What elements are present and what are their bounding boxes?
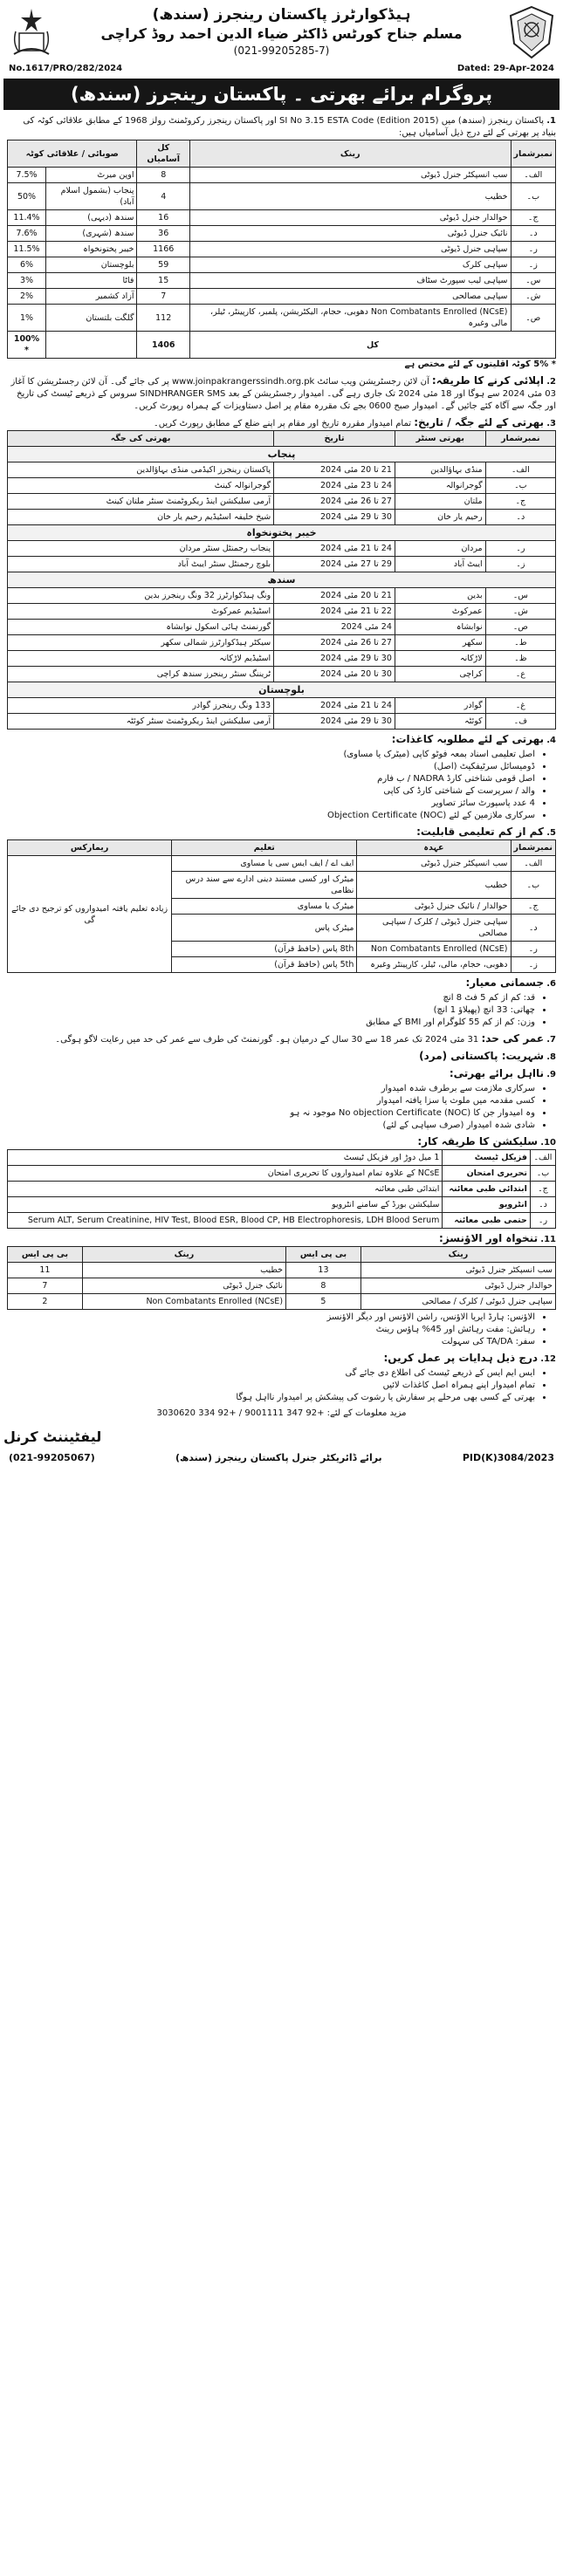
table-row xyxy=(8,1182,556,1197)
cell-post: Non Combatants Enrolled (NCsE) xyxy=(357,942,511,957)
apply-text: آن لائن رجسٹریشن ویب سائٹ www.joinpakrangerssindh.org.pk پر کی جائے گی۔ آن لائن رجسٹریشن کا آغاز 03 مئی 2024 سے ہوگا اور 18 مئی 2024 تک جاری رہے گی۔ امیدوار رجسٹریشن کے بعد SINDHRANGER SMS سروس کے ذریعے ٹیسٹ کی تاریخ اور جگہ سے آگاہ کئے جائیں گے۔ امیدوار صبح 0600 بجے تک مقررہ مقام پر اصل دستاویزات کے ہمراہ رپورٹ کریں۔ xyxy=(10,377,556,411)
cell-center: عمرکوٹ xyxy=(395,604,485,620)
cell-date: 27 تا 26 مئی 2024 xyxy=(274,635,395,651)
cell-desc: NCsE کے علاوہ تمام امیدواروں کا تحریری امتحان xyxy=(8,1166,443,1182)
table-row xyxy=(8,226,556,242)
table-row xyxy=(8,168,556,183)
th-sr: نمبرشمار xyxy=(511,840,555,856)
cell-sr: س۔ xyxy=(511,273,555,289)
cell-desc: ابتدائی طبی معائنہ xyxy=(8,1182,443,1197)
province-name: پنجاب xyxy=(8,447,556,462)
cell-date: 24 تا 23 مئی 2024 xyxy=(274,478,395,494)
cell-pct: 7.5% xyxy=(8,168,46,183)
section-number: 5. xyxy=(546,828,556,838)
cell-sr: الف۔ xyxy=(530,1150,555,1166)
table-row xyxy=(8,1278,556,1294)
table-row xyxy=(8,273,556,289)
list-item: • شادی شدہ امیدوار (صرف سپاہی کے لئے) xyxy=(7,1120,535,1132)
cell-rank: Non Combatants Enrolled (NCsE) دھوبی، حجام، الیکٹریشن، پلمبر، کارپینٹر، ٹیلر، مالی وغیرہ xyxy=(189,305,511,332)
cell-rank: نائیک جنرل ڈیوٹی xyxy=(189,226,511,242)
header-address: مسلم جناح کورٹس ڈاکٹر ضیاء الدین احمد روڈ کراچی xyxy=(100,25,463,42)
cell-sr: ج۔ xyxy=(485,494,555,510)
education-title: کم از کم تعلیمی قابلیت: xyxy=(416,826,545,838)
age-title: عمر کی حد: xyxy=(481,1032,545,1045)
section-apply xyxy=(7,374,556,413)
list-item: • بھرتی کے کسی بھی مرحلے پر سفارش یا رشوت کی پیشکش پر امیدوار نااہل ہوگا xyxy=(7,1392,535,1404)
age-text: 31 مئی 2024 تک عمر 18 سے 30 سال کے درمیان ہو۔ گورنمنٹ کی طرف سے عمر کی حد میں رعایت لاگو ہوگی۔ xyxy=(55,1035,479,1045)
vacancies-intro: پاکستان رینجرز (سندھ) میں SI No 3.15 ESTA Code (Edition 2015) اور پاکستان رینجرز رکروٹمنٹ رولز 1968 کے مطابق علاقائی کوٹہ کی بنیاد پر بھرتی کے لئے درج ذیل آسامیاں ہیں: xyxy=(23,116,556,138)
list-item: • کسی مقدمہ میں ملوث یا سزا یافتہ امیدوار xyxy=(7,1095,535,1107)
cell-quota: سندھ (دیہی) xyxy=(46,210,137,226)
province-name: بلوچستان xyxy=(8,682,556,698)
list-item: • والد / سرپرست کے شناختی کارڈ کی کاپی xyxy=(7,785,535,798)
cell-rank: سپاہی جنرل ڈیوٹی xyxy=(189,242,511,257)
cell-count: 4 xyxy=(137,183,189,210)
cell-education: میٹرک پاس xyxy=(172,915,357,942)
cell-sr: ر۔ xyxy=(530,1213,555,1229)
province-name: سندھ xyxy=(8,572,556,588)
venues-title: بھرتی کے لئے جگہ / تاریخ: xyxy=(414,416,545,428)
province-row xyxy=(8,525,556,541)
th-education: تعلیم xyxy=(172,840,357,856)
cell-post: دھوبی، حجام، مالی، ٹیلر، کارپینٹر وغیرہ xyxy=(357,957,511,973)
list-item: • سرکاری ملازمین کے لئے Objection Certificate (NOC) xyxy=(7,810,535,822)
cell-rank: سپاہی مصالحی xyxy=(189,289,511,305)
cell-rank: سپاہی کلرک xyxy=(189,257,511,273)
cell-sr: ج۔ xyxy=(530,1182,555,1197)
cell-post: سپاہی جنرل ڈیوٹی / کلرک / سپاہی مصالحی xyxy=(357,915,511,942)
th-rank: رینک xyxy=(360,1247,555,1263)
quota-note: * 5% کوٹہ اقلیتوں کے لئے مختص ہے xyxy=(404,360,556,369)
cell-pct: 1% xyxy=(8,305,46,332)
total-blank xyxy=(46,332,137,359)
cell-pct: 2% xyxy=(8,289,46,305)
header-title: ہیڈکوارٹرز پاکستان رینجرز (سندھ) xyxy=(152,6,411,24)
th-remarks: ریمارکس xyxy=(8,840,172,856)
table-row xyxy=(8,494,556,510)
table-row xyxy=(8,604,556,620)
cell-pct: 6% xyxy=(8,257,46,273)
total-pct: 100% * xyxy=(8,332,46,359)
cell-date: 30 تا 20 مئی 2024 xyxy=(274,667,395,682)
cell-pct: 11.4% xyxy=(8,210,46,226)
th-sr: نمبرشمار xyxy=(485,431,555,447)
cell-step: ابتدائی طبی معائنہ xyxy=(443,1182,530,1197)
cell-quota: بلوچستان xyxy=(46,257,137,273)
section-number: 8. xyxy=(546,1052,556,1062)
th-post: عہدہ xyxy=(357,840,511,856)
pakistan-emblem-icon xyxy=(7,5,56,59)
cell-sr: ب۔ xyxy=(511,183,555,210)
cell-rank: حوالدار جنرل ڈیوٹی xyxy=(360,1278,555,1294)
th-date: تاریخ xyxy=(274,431,395,447)
cell-sr: ف۔ xyxy=(485,714,555,730)
physical-list xyxy=(7,992,544,1029)
cell-sr: ر۔ xyxy=(485,541,555,557)
list-item: • 4 عدد پاسپورٹ سائز تصاویر xyxy=(7,798,535,810)
table-row xyxy=(8,289,556,305)
table-row xyxy=(8,210,556,226)
list-item: • چھاتی: 33 انچ (پھیلاؤ 1 انچ) xyxy=(7,1004,535,1017)
cell-quota: آزاد کشمیر xyxy=(46,289,137,305)
cell-quota: فاٹا xyxy=(46,273,137,289)
cell-pct: 50% xyxy=(8,183,46,210)
selection-title: سلیکشن کا طریقہ کار: xyxy=(417,1135,539,1148)
table-row xyxy=(8,714,556,730)
cell-step: فزیکل ٹیسٹ xyxy=(443,1150,530,1166)
cell-count: 1166 xyxy=(137,242,189,257)
signature-rank: لیفٹیننٹ کرنل xyxy=(3,1428,102,1445)
cell-center: کراچی xyxy=(395,667,485,682)
contact-line: مزید معلومات کے لئے: +92 347 9001111 / +92 334 3030620 xyxy=(156,1408,407,1418)
section-number: 10. xyxy=(540,1138,556,1148)
cell-place: آرمی سلیکشن اینڈ ریکروٹمنٹ سنٹر ملتان کینٹ xyxy=(8,494,274,510)
cell-sr: س۔ xyxy=(485,588,555,604)
cell-pct: 11.5% xyxy=(8,242,46,257)
dated: Dated: 29-Apr-2024 xyxy=(457,64,554,73)
cell-center: ملتان xyxy=(395,494,485,510)
cell-date: 22 تا 21 مئی 2024 xyxy=(274,604,395,620)
cell-place: گوجرانوالہ کینٹ xyxy=(8,478,274,494)
pay-notes xyxy=(7,1312,544,1348)
header-phone: (021-99205285-7) xyxy=(233,45,330,57)
cell-date: 27 تا 26 مئی 2024 xyxy=(274,494,395,510)
cell-rank: سب انسپکٹر جنرل ڈیوٹی xyxy=(360,1263,555,1278)
th-count: کل آسامیاں xyxy=(137,140,189,168)
cell-rank: سپاہی جنرل ڈیوٹی / کلرک / مصالحی xyxy=(360,1294,555,1310)
list-item: • رہائش: مفت رہائش اور 45% ہاؤس رینٹ xyxy=(7,1324,535,1336)
cell-place: پنجاب رجمنٹل سنٹر مردان xyxy=(8,541,274,557)
cell-sr: ج۔ xyxy=(511,899,555,915)
cell-sr: ص۔ xyxy=(511,305,555,332)
table-row xyxy=(8,478,556,494)
cell-place: شیخ خلیفہ اسٹیڈیم رحیم یار خان xyxy=(8,510,274,525)
table-row xyxy=(8,651,556,667)
footer-pid: PID(K)3084/2023 xyxy=(462,1452,554,1463)
cell-sr: ز۔ xyxy=(511,957,555,973)
cell-sr: الف۔ xyxy=(511,168,555,183)
cell-place: ٹریننگ سنٹر رینجرز سندھ کراچی xyxy=(8,667,274,682)
section-number: 7. xyxy=(546,1035,556,1045)
cell-center: کوئٹہ xyxy=(395,714,485,730)
pay-title: تنخواہ اور الاؤنسز: xyxy=(439,1232,539,1244)
cell-sr: ر۔ xyxy=(511,942,555,957)
cell-sr: د۔ xyxy=(530,1197,555,1213)
cell-sr: ص۔ xyxy=(485,620,555,635)
table-row xyxy=(8,1166,556,1182)
list-item: • اصل تعلیمی اسناد بمعہ فوٹو کاپی (میٹرک یا مساوی) xyxy=(7,749,535,761)
cell-count: 112 xyxy=(137,305,189,332)
cell-quota: اوپن میرٹ xyxy=(46,168,137,183)
cell-place: اسٹیڈیم لاڑکانہ xyxy=(8,651,274,667)
th-center: بھرتی سنٹر xyxy=(395,431,485,447)
cell-step: حتمی طبی معائنہ xyxy=(443,1213,530,1229)
cell-count: 7 xyxy=(137,289,189,305)
cell-sr: ز۔ xyxy=(511,257,555,273)
section-number: 6. xyxy=(546,979,556,989)
table-row xyxy=(8,1150,556,1166)
list-item: • تمام امیدوار اپنے ہمراہ اصل کاغذات لائیں xyxy=(7,1380,535,1392)
table-row xyxy=(8,620,556,635)
cell-rank: نائیک جنرل ڈیوٹی xyxy=(82,1278,285,1294)
cell-pct: 3% xyxy=(8,273,46,289)
th-rank: رینک xyxy=(189,140,511,168)
cell-step: انٹرویو xyxy=(443,1197,530,1213)
cell-post: حوالدار / نائیک جنرل ڈیوٹی xyxy=(357,899,511,915)
cell-center: منڈی بہاؤالدین xyxy=(395,462,485,478)
section-documents xyxy=(7,733,556,822)
apply-title: اپلائی کرنے کا طریقہ: xyxy=(431,374,545,387)
cell-bps: 13 xyxy=(286,1263,361,1278)
cell-center: بدین xyxy=(395,588,485,604)
table-row xyxy=(8,698,556,714)
cell-remarks: زیادہ تعلیم یافتہ امیدواروں کو ترجیح دی جائے گی xyxy=(8,856,172,973)
cell-date: 21 تا 20 مئی 2024 xyxy=(274,588,395,604)
section-ineligible xyxy=(7,1067,556,1132)
cell-education: 8th پاس (حافظ قرآن) xyxy=(172,942,357,957)
cell-education: 5th پاس (حافظ قرآن) xyxy=(172,957,357,973)
cell-desc: 1 میل دوڑ اور فزیکل ٹیسٹ xyxy=(8,1150,443,1166)
table-row xyxy=(8,1197,556,1213)
list-item: • سرکاری ملازمت سے برطرف شدہ امیدوار xyxy=(7,1083,535,1095)
table-row xyxy=(8,588,556,604)
cell-sr: ب۔ xyxy=(485,478,555,494)
cell-place: بلوچ رجمنٹل سنٹر ایبٹ آباد xyxy=(8,557,274,572)
footer-phone: (021-99205067) xyxy=(9,1452,95,1463)
signature xyxy=(3,1428,525,1445)
cell-count: 15 xyxy=(137,273,189,289)
cell-post: سب انسپکٹر جنرل ڈیوٹی xyxy=(357,856,511,872)
documents-list xyxy=(7,749,544,822)
section-citizenship xyxy=(7,1050,556,1064)
cell-bps: 2 xyxy=(8,1294,83,1310)
cell-sr: ظ۔ xyxy=(485,651,555,667)
cell-date: 30 تا 29 مئی 2024 xyxy=(274,651,395,667)
cell-bps: 5 xyxy=(286,1294,361,1310)
cell-date: 21 تا 20 مئی 2024 xyxy=(274,462,395,478)
section-number: 12. xyxy=(540,1354,556,1364)
th-bps: بی پی ایس xyxy=(286,1247,361,1263)
cell-sr: ش۔ xyxy=(485,604,555,620)
cell-bps: 7 xyxy=(8,1278,83,1294)
th-quota: صوبائی / علاقائی کوٹہ xyxy=(8,140,137,168)
th-bps: بی پی ایس xyxy=(8,1247,83,1263)
cell-quota: خیبر پختونخواہ xyxy=(46,242,137,257)
section-age xyxy=(7,1032,556,1046)
th-sr: نمبرشمار xyxy=(511,140,555,168)
cell-place: گورنمنٹ ہائی اسکول نوابشاہ xyxy=(8,620,274,635)
cell-sr: غ۔ xyxy=(485,698,555,714)
cell-center: گوجرانوالہ xyxy=(395,478,485,494)
list-item: • ایس ایم ایس کے ذریعے ٹیسٹ کی اطلاع دی جائے گی xyxy=(7,1367,535,1380)
education-table xyxy=(7,839,556,973)
total-row xyxy=(8,332,556,359)
cell-date: 30 تا 29 مئی 2024 xyxy=(274,714,395,730)
table-row xyxy=(8,183,556,210)
cell-rank: خطیب xyxy=(82,1263,285,1278)
cell-bps: 11 xyxy=(8,1263,83,1278)
vacancies-table xyxy=(7,140,556,359)
section-vacancies xyxy=(7,115,556,371)
cell-pct: 7.6% xyxy=(8,226,46,242)
cell-sr: ع۔ xyxy=(485,667,555,682)
cell-center: سکھر xyxy=(395,635,485,651)
cell-education: میٹرک اور کسی مستند دینی ادارے سے سند درس نظامی xyxy=(172,872,357,899)
venues-table xyxy=(7,430,556,730)
cell-center: رحیم یار خان xyxy=(395,510,485,525)
section-instructions xyxy=(7,1352,556,1404)
cell-count: 16 xyxy=(137,210,189,226)
th-rank: رینک xyxy=(82,1247,285,1263)
cell-sr: ش۔ xyxy=(511,289,555,305)
footer xyxy=(3,1452,560,1463)
cell-step: تحریری امتحان xyxy=(443,1166,530,1182)
table-row xyxy=(8,510,556,525)
cell-post: خطیب xyxy=(357,872,511,899)
cell-desc: سلیکشن بورڈ کے سامنے انٹرویو xyxy=(8,1197,443,1213)
cell-center: گوادر xyxy=(395,698,485,714)
province-name: خیبر پختونخواہ xyxy=(8,525,556,541)
cell-rank: حوالدار جنرل ڈیوٹی xyxy=(189,210,511,226)
cell-quota: سندھ (شہری) xyxy=(46,226,137,242)
reference-number: No.1617/PRO/282/2024 xyxy=(9,64,123,73)
ineligible-list xyxy=(7,1083,544,1132)
header xyxy=(3,0,560,57)
cell-sr: الف۔ xyxy=(511,856,555,872)
province-row xyxy=(8,447,556,462)
cell-sr: د۔ xyxy=(511,915,555,942)
footer-signer: برائے ڈائریکٹر جنرل پاکستان رینجرز (سندھ) xyxy=(175,1452,382,1463)
section-number: 2. xyxy=(546,377,556,387)
section-number: 1. xyxy=(546,116,556,126)
list-item: • سفر: TA/DA کی سہولت xyxy=(7,1336,535,1348)
section-number: 9. xyxy=(546,1070,556,1079)
cell-center: نوابشاہ xyxy=(395,620,485,635)
table-row xyxy=(8,305,556,332)
cell-place: اسٹیڈیم عمرکوٹ xyxy=(8,604,274,620)
venues-subtitle: تمام امیدوار مقررہ تاریخ اور مقام پر اپنے ضلع کے مطابق رپورٹ کریں۔ xyxy=(153,419,412,428)
cell-count: 59 xyxy=(137,257,189,273)
total-label: کل xyxy=(189,332,555,359)
table-row xyxy=(8,667,556,682)
list-item: • الاؤنس: ہارڈ ایریا الاؤنس، راشن الاؤنس اور دیگر الاؤنسز xyxy=(7,1312,535,1324)
cell-sr: د۔ xyxy=(511,226,555,242)
reference-row xyxy=(3,64,560,73)
rangers-crest-icon xyxy=(507,5,556,59)
section-education xyxy=(7,826,556,973)
table-row xyxy=(8,462,556,478)
cell-place: سیکٹر ہیڈکوارٹرز شمالی سکھر xyxy=(8,635,274,651)
table-row xyxy=(8,856,556,872)
list-item: • وزن: کم از کم 55 کلوگرام اور BMI کے مطابق xyxy=(7,1017,535,1029)
table-row xyxy=(8,635,556,651)
cell-quota: پنجاب (بشمول اسلام آباد) xyxy=(46,183,137,210)
cell-count: 8 xyxy=(137,168,189,183)
cell-rank: Non Combatants Enrolled (NCsE) xyxy=(82,1294,285,1310)
list-item: • قد: کم از کم 5 فٹ 8 انچ xyxy=(7,992,535,1004)
section-number: 4. xyxy=(546,736,556,745)
table-row xyxy=(8,257,556,273)
cell-rank: خطیب xyxy=(189,183,511,210)
cell-sr: ب۔ xyxy=(530,1166,555,1182)
cell-date: 24 تا 21 مئی 2024 xyxy=(274,541,395,557)
cell-sr: ط۔ xyxy=(485,635,555,651)
cell-sr: ب۔ xyxy=(511,872,555,899)
selection-table xyxy=(7,1149,556,1229)
total-count: 1406 xyxy=(137,332,189,359)
cell-count: 36 xyxy=(137,226,189,242)
cell-sr: ر۔ xyxy=(511,242,555,257)
cell-sr: ج۔ xyxy=(511,210,555,226)
table-row xyxy=(8,557,556,572)
cell-education: ایف اے / ایف ایس سی یا مساوی xyxy=(172,856,357,872)
cell-center: لاڑکانہ xyxy=(395,651,485,667)
section-selection xyxy=(7,1135,556,1229)
table-row xyxy=(8,1294,556,1310)
cell-sr: د۔ xyxy=(485,510,555,525)
table-row xyxy=(8,1263,556,1278)
cell-date: 24 تا 21 مئی 2024 xyxy=(274,698,395,714)
cell-center: مردان xyxy=(395,541,485,557)
cell-place: پاکستان رینجرز اکیڈمی منڈی بہاؤالدین xyxy=(8,462,274,478)
cell-education: میٹرک یا مساوی xyxy=(172,899,357,915)
cell-rank: سب انسپکٹر جنرل ڈیوٹی xyxy=(189,168,511,183)
cell-rank: سپاہی لیب سپورٹ سٹاف xyxy=(189,273,511,289)
cell-bps: 8 xyxy=(286,1278,361,1294)
documents-title: بھرتی کے لئے مطلوبہ کاغذات: xyxy=(391,733,545,745)
section-venues xyxy=(7,416,556,730)
cell-place: ونگ ہیڈکوارٹرز 32 ونگ رینجرز بدین xyxy=(8,588,274,604)
cell-place: 133 ونگ رینجرز گوادر xyxy=(8,698,274,714)
citizenship-title: شہریت: پاکستانی (مرد) xyxy=(419,1050,545,1062)
section-physical xyxy=(7,976,556,1029)
table-row xyxy=(8,541,556,557)
list-item: • وہ امیدوار جن کا No objection Certificate (NOC) موجود نہ ہو xyxy=(7,1107,535,1120)
instructions-title: درج ذیل ہدایات پر عمل کریں: xyxy=(383,1352,539,1364)
ineligible-title: نااہل برائے بھرتی: xyxy=(449,1067,545,1079)
section-pay xyxy=(7,1232,556,1348)
pay-table xyxy=(7,1246,556,1310)
instructions-list xyxy=(7,1367,544,1404)
cell-date: 29 تا 27 مئی 2024 xyxy=(274,557,395,572)
list-item: • اصل قومی شناختی کارڈ NADRA / ب فارم xyxy=(7,773,535,785)
table-row xyxy=(8,1213,556,1229)
list-item: • ڈومیسائل سرٹیفکیٹ (اصل) xyxy=(7,761,535,773)
province-row xyxy=(8,682,556,698)
cell-sr: ز۔ xyxy=(485,557,555,572)
recruitment-banner: پروگرام برائے بھرتی ۔ پاکستان رینجرز (سندھ) xyxy=(3,79,560,110)
table-row xyxy=(8,242,556,257)
cell-date: 30 تا 29 مئی 2024 xyxy=(274,510,395,525)
section-number: 3. xyxy=(546,419,556,428)
physical-title: جسمانی معیار: xyxy=(465,976,545,989)
th-place: بھرتی کی جگہ xyxy=(8,431,274,447)
cell-place: آرمی سلیکشن اینڈ ریکروٹمنٹ سنٹر کوئٹہ xyxy=(8,714,274,730)
province-row xyxy=(8,572,556,588)
cell-sr: الف۔ xyxy=(485,462,555,478)
cell-quota: گلگت بلتستان xyxy=(46,305,137,332)
cell-date: 24 مئی 2024 xyxy=(274,620,395,635)
cell-center: ایبٹ آباد xyxy=(395,557,485,572)
cell-desc: Serum ALT, Serum Creatinine, HIV Test, Blood ESR, Blood CP, HB Electrophoresis, LDH Blood Serum xyxy=(8,1213,443,1229)
section-number: 11. xyxy=(540,1235,556,1244)
